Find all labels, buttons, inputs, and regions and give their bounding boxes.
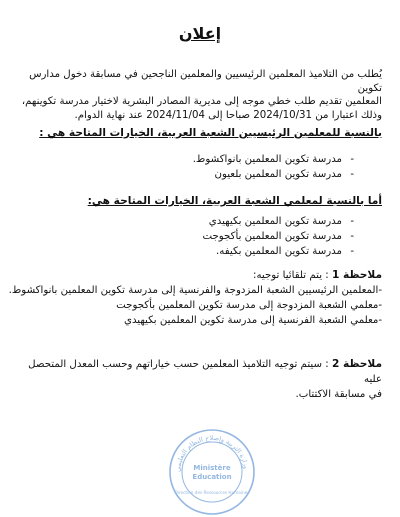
section2-heading	[18, 194, 382, 208]
stamp-center-text-2: Education	[192, 473, 232, 481]
note2-block	[18, 357, 382, 402]
official-stamp	[168, 428, 256, 516]
note2-line-2: في مسابقة الاكتتاب.	[295, 389, 382, 400]
note1-line: -المعلمين الرئيسيين الشعبة المزدوجة والفرنسية إلى مدرسة تكوين المعلمين بانواكشوط.	[8, 285, 382, 296]
list-item: - مدرسة تكوين المعلمين بلعيون	[18, 167, 382, 182]
list-item: - مدرسة تكوين المعلمين بأكجوجت	[18, 229, 382, 244]
note1-label: ملاحظة 1	[331, 269, 382, 281]
note1-line: -معلمي الشعبة المزدوجة إلى مدرسة تكوين المعلمين بأكجوجت	[116, 300, 382, 311]
intro-paragraph	[18, 68, 382, 122]
list-item: - مدرسة تكوين المعلمين بانواكشوط.	[18, 152, 382, 167]
intro-line: المعلمين تقديم طلب خطي موجه إلى مديرية المصادر البشرية لاختيار مدرسة تكوينهم،	[21, 96, 382, 107]
announcement-title: إعلان	[178, 24, 222, 43]
section2-heading-text: أما بالنسبة لمعلمي الشعبة العربية، الخيارات المتاحة هي:	[87, 195, 382, 207]
note1-lead: : يتم تلقائيا توجيه:	[253, 270, 329, 281]
section1-options	[18, 152, 382, 182]
note1-block	[8, 268, 382, 328]
section1-heading-text: بالنسبة للمعلمين الرئيسيين الشعبة العربية، الخيارات المتاحة هي :	[39, 127, 382, 139]
note2-text: : سيتم توجيه التلاميذ المعلمين حسب خياراتهم وحسب المعدل المتحصل عليه	[28, 359, 382, 385]
stamp-sub-text: Direction des Ressources Humaines	[174, 490, 250, 495]
note1-line: -معلمي الشعبة الفرنسية إلى مدرسة تكوين المعلمين بكيهيدي	[123, 315, 382, 326]
note2-line	[18, 357, 382, 387]
intro-line: يُطلب من التلاميذ المعلمين الرئيسيين والمعلمين الناجحين في مسابقة دخول مدارس تكوين	[29, 69, 382, 94]
section2-options	[18, 214, 382, 259]
section1-heading	[18, 126, 382, 140]
intro-line: وذلك اعتبارا من 2024/10/31 صباحا إلى 2024/11/04 عند نهاية الدوام.	[74, 109, 382, 121]
note2-label: ملاحظة 2	[331, 358, 382, 370]
stamp-outer-text: وزارة التربية وإصلاح النظام التعليمي	[173, 433, 250, 473]
note1-header	[18, 268, 382, 283]
stamp-outer-ring	[170, 430, 254, 514]
stamp-center-text: Ministère	[193, 464, 231, 472]
list-item: - مدرسة تكوين المعلمين بكيفه.	[18, 244, 382, 259]
list-item: - مدرسة تكوين المعلمين بكيهيدي	[18, 214, 382, 229]
